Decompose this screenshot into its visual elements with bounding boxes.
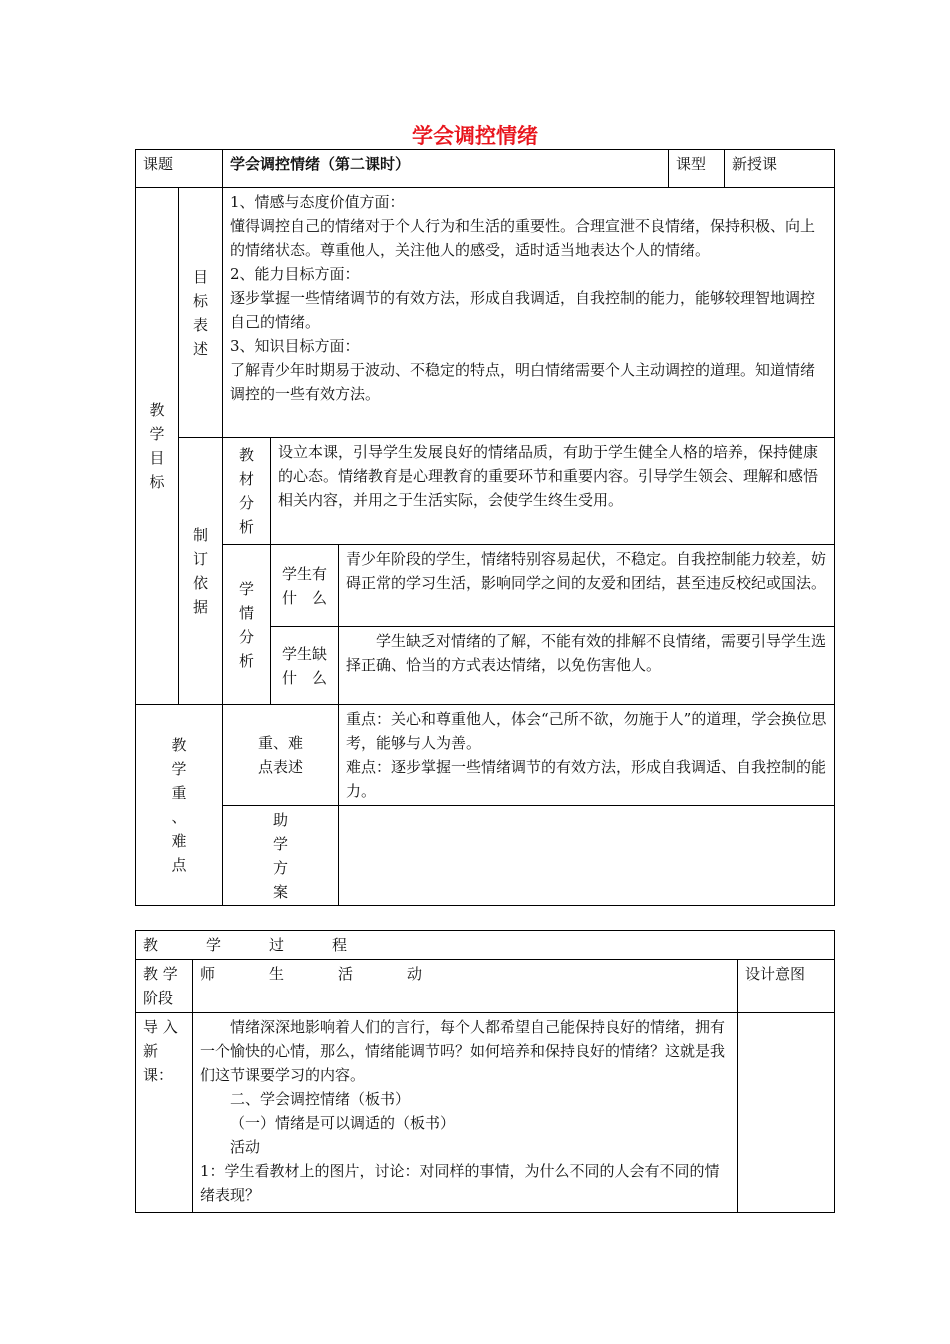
stage-label: 教 学 阶段 [136,960,193,1013]
teaching-process-table [135,930,835,1213]
key-points-label: 教 学 重 、 难 点 [136,705,223,906]
topic-label: 课题 [136,150,223,188]
page-title: 学会调控情绪 [412,124,538,148]
process-heading: 教 学 过 程 [136,931,835,960]
stage-intro-activity: 情绪深深地影响着人们的言行，每个人都希望自己能保持良好的情绪，拥有一个愉快的心情，那么，情绪能调节吗？如何培养和保持良好的情绪？这就是我们这节课要学习的内容。 二、学会调控情绪（板书） （一）情绪是可以调适的（板书） 活动 1：学生看教材上的图片，讨论：对同样的事情，为什么不同的人会有不同的情绪表现？ [193,1013,738,1213]
type-value: 新授课 [725,150,835,188]
key-statement-text: 重点：关心和尊重他人，体会“己所不欲，勿施于人”的道理，学会换位思考，能够与人为善。 难点：逐步掌握一些情绪调节的有效方法，形成自我调适、自我控制的能力。 [339,705,835,806]
activity-label: 师 生 活 动 [193,960,738,1013]
lesson-plan-table [135,149,835,906]
students-lack-label: 学生缺 什 么 [271,627,339,705]
type-label: 课型 [669,150,725,188]
students-lack-text: 学生缺乏对情绪的了解，不能有效的排解不良情绪，需要引导学生选择正确、恰当的方式表达情绪，以免伤害他人。 [339,627,835,705]
teaching-goals-label: 教 学 目 标 [136,188,179,705]
study-aid-label: 助 学 方 案 [223,806,339,906]
students-have-text: 青少年阶段的学生，情绪特别容易起伏，不稳定。自我控制能力较差，妨碍正常的学习生活，影响同学之间的友爱和团结，甚至违反校纪或国法。 [339,545,835,627]
student-analysis-label: 学 情 分 析 [223,545,271,705]
objectives-label: 目 标 表 述 [179,188,223,438]
stage-intro-label: 导 入 新 课： [136,1013,193,1213]
material-analysis-label: 教 材 分 析 [223,438,271,545]
topic-value: 学会调控情绪（第二课时） [223,150,669,188]
students-have-label: 学生有 什 么 [271,545,339,627]
key-statement-label: 重、难 点表述 [223,705,339,806]
material-analysis-text: 设立本课，引导学生发展良好的情绪品质，有助于学生健全人格的培养，保持健康的心态。情绪教育是心理教育的重要环节和重要内容。引导学生领会、理解和感悟相关内容，并用之于生活实际，会使学生终生受用。 [271,438,835,545]
basis-label: 制 订 依 据 [179,438,223,705]
study-aid-text [339,806,835,906]
objectives-text: 1、情感与态度价值方面： 懂得调控自己的情绪对于个人行为和生活的重要性。合理宣泄不良情绪，保持积极、向上的情绪状态。尊重他人，关注他人的感受，适时适当地表达个人的情绪。 2、能力目标方面： 逐步掌握一些情绪调节的有效方法，形成自我调适，自我控制的能力，能够较理智地调控自己的情绪。 3、知识目标方面： 了解青少年时期易于波动、不稳定的特点，明白情绪需要个人主动调控的道理。知道情绪调控的一些有效方法。 [223,188,835,438]
stage-intro-design [738,1013,835,1213]
design-intent-label: 设计意图 [738,960,835,1013]
